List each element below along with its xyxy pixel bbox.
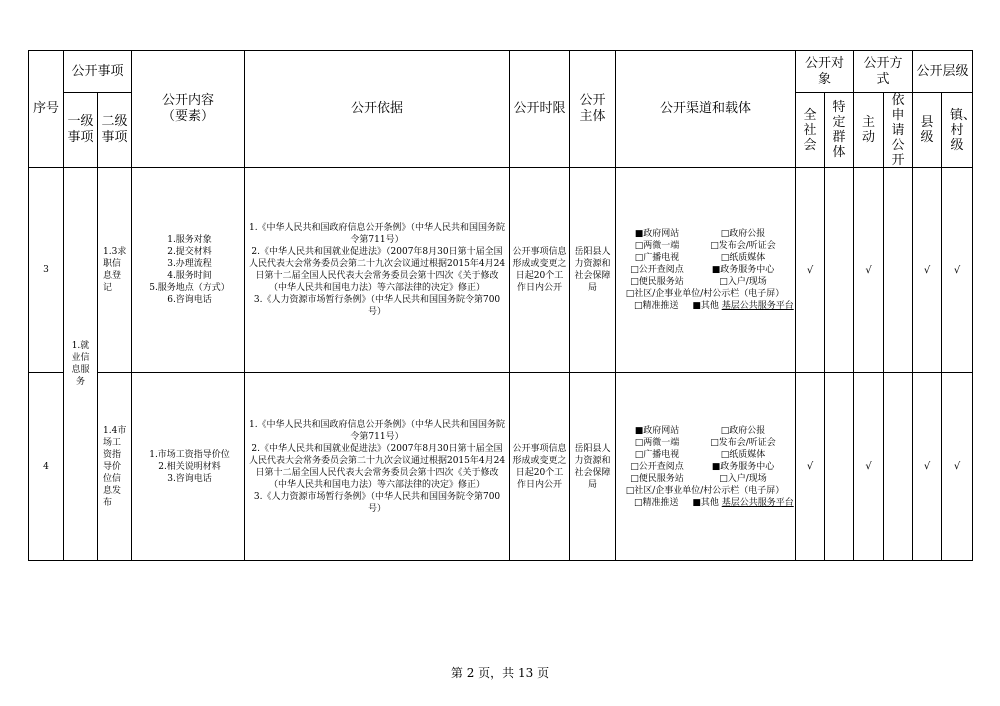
subject-cell: 岳阳县人力资源和社会保障局 [570, 168, 616, 373]
channel-option: □公开查阅点 [630, 461, 684, 472]
channel-right [693, 425, 793, 485]
header-channel: 公开渠道和载体 [616, 51, 796, 168]
basis-item: 3.《人力资源市场暂行条例》（中华人民共和国国务院令第700号） [253, 491, 501, 514]
channel-right [693, 228, 793, 288]
channel-option: □入户/现场 [719, 473, 767, 484]
header-mode-group: 公开方式 [854, 51, 913, 93]
basis-cell [245, 168, 510, 373]
channel-other-value: 基层公共服务平台 [721, 497, 794, 508]
channel-option: □社区/企事业单位/村公示栏（电子屏） [625, 289, 785, 299]
channel-precise-other [619, 300, 795, 312]
list-item: 1.服务对象 [167, 235, 212, 245]
row-seq: 3 [29, 168, 64, 373]
level-county-cell: √ [913, 168, 942, 373]
list-item: 2.相关说明材料 [158, 461, 221, 472]
channel-option: □政府公报 [720, 425, 766, 436]
time-cell: 公开事项信息形成或变更之日起20个工作日内公开 [510, 168, 570, 373]
channel-option: □两微一端 [634, 241, 680, 251]
list-item: 3.咨询电话 [167, 473, 212, 484]
header-basis: 公开依据 [245, 51, 510, 168]
content-cell [132, 373, 245, 561]
row-seq: 4 [29, 373, 64, 561]
level2-cell [98, 168, 132, 373]
level2-cell [98, 373, 132, 561]
channel-option: ■政务服务中心 [711, 461, 775, 472]
content-cell [132, 168, 245, 373]
level-county-cell: √ [913, 373, 942, 561]
channel-left [621, 425, 693, 485]
mode-apply-cell [884, 373, 913, 561]
header-level2: 二级事项 [98, 93, 132, 168]
table-row [29, 373, 973, 561]
basis-item: 2.《中华人民共和国就业促进法》（2007年8月30日第十届全国人民代表大会常务委员会第二十九次会议通过根据2015年4月24日第十二届全国人民代表大会常务委员会第十四次《关于修改（中华人民共和国电力法）等六部法律的决定》修正） [248, 247, 506, 293]
header-time: 公开时限 [510, 51, 570, 168]
mode-apply-cell [884, 168, 913, 373]
channel-option: □便民服务站 [630, 277, 684, 287]
level1-text: 1.就业信息服务 [71, 341, 90, 387]
basis-item: 2.《中华人民共和国就业促进法》（2007年8月30日第十届全国人民代表大会常务委员会第二十九次会议通过根据2015年4月24日第十二届全国人民代表大会常务委员会第十四次《关于修改（中华人民共和国电力法）等六部法律的决定》修正） [248, 443, 506, 490]
channel-option: □精准推送 [634, 301, 679, 311]
header-level-town: 镇、村级 [942, 93, 973, 168]
level2-text: 1.3求职信息登记 [103, 247, 127, 293]
level2-text: 1.4市场工资指导价位信息发布 [103, 425, 127, 508]
basis-cell [245, 373, 510, 561]
list-item: 1.市场工资指导价位 [149, 449, 230, 460]
header-level-county: 县级 [913, 93, 942, 168]
list-item: 3.办理流程 [167, 259, 212, 269]
channel-option: ■其他 [692, 301, 719, 311]
header-seq: 序号 [29, 51, 64, 168]
channel-option: □纸质媒体 [720, 449, 766, 460]
header-items-group: 公开事项 [64, 51, 132, 93]
channel-option: ■政务服务中心 [711, 265, 775, 275]
header-level1: 一级事项 [64, 93, 98, 168]
channel-option: □公开查阅点 [630, 265, 684, 275]
header-target-all: 全社会 [796, 93, 825, 168]
channel-other-value: 基层公共服务平台 [721, 301, 794, 311]
channel-option: □纸质媒体 [720, 253, 766, 263]
target-all-cell: √ [796, 168, 825, 373]
channel-option: ■其他 [692, 497, 719, 508]
header-target-group: 公开对象 [796, 51, 854, 93]
level-town-cell: √ [942, 373, 973, 561]
content-list [135, 449, 244, 485]
channel-option: □精准推送 [634, 497, 679, 508]
channel-option: □两微一端 [634, 437, 680, 448]
subject-cell: 岳阳县人力资源和社会保障局 [570, 373, 616, 561]
list-item: 5.服务地点（方式） [149, 283, 230, 293]
channel-left [621, 228, 693, 288]
channel-option: □发布会/听证会 [710, 437, 776, 448]
basis-item: 1.《中华人民共和国政府信息公开条例》（中华人民共和国国务院令第711号） [248, 419, 506, 442]
mode-active-cell: √ [854, 168, 884, 373]
content-list [135, 234, 244, 306]
channel-cell [616, 373, 796, 561]
channel-option: □广播电视 [634, 253, 680, 263]
disclosure-table [28, 50, 977, 561]
target-specific-cell [825, 168, 854, 373]
header-level-group: 公开层级 [913, 51, 973, 93]
header-mode-active: 主动 [854, 93, 884, 168]
channel-precise-other [619, 497, 795, 509]
channel-option: ■政府网站 [634, 425, 680, 436]
table-row [29, 168, 973, 373]
header-mode-apply: 依申请公开 [884, 93, 913, 168]
header-subject: 公开主体 [570, 51, 616, 168]
channel-option: □发布会/听证会 [710, 241, 776, 251]
channel-option: □政府公报 [720, 229, 766, 239]
list-item: 2.提交材料 [167, 247, 212, 257]
target-all-cell: √ [796, 373, 825, 561]
channel-option: □广播电视 [634, 449, 680, 460]
time-cell: 公开事项信息形成或变更之日起20个工作日内公开 [510, 373, 570, 561]
channel-option: □便民服务站 [630, 473, 684, 484]
mode-active-cell: √ [854, 373, 884, 561]
list-item: 4.服务时间 [167, 271, 212, 281]
header-content: 公开内容（要素） [132, 51, 245, 168]
channel-cell [616, 168, 796, 373]
channel-option: □入户/现场 [719, 277, 767, 287]
page-footer: 第 2 页，共 13 页 [450, 666, 550, 680]
target-specific-cell [825, 373, 854, 561]
channel-option: □社区/企事业单位/村公示栏（电子屏） [625, 485, 785, 496]
header-target-specific: 特定群体 [825, 93, 854, 168]
level1-cell [64, 168, 98, 561]
list-item: 6.咨询电话 [167, 295, 212, 305]
basis-item: 1.《中华人民共和国政府信息公开条例》（中华人民共和国国务院令第711号） [248, 223, 506, 245]
basis-item: 3.《人力资源市场暂行条例》（中华人民共和国国务院令第700号） [253, 295, 501, 317]
channel-option: ■政府网站 [634, 229, 680, 239]
level-town-cell: √ [942, 168, 973, 373]
